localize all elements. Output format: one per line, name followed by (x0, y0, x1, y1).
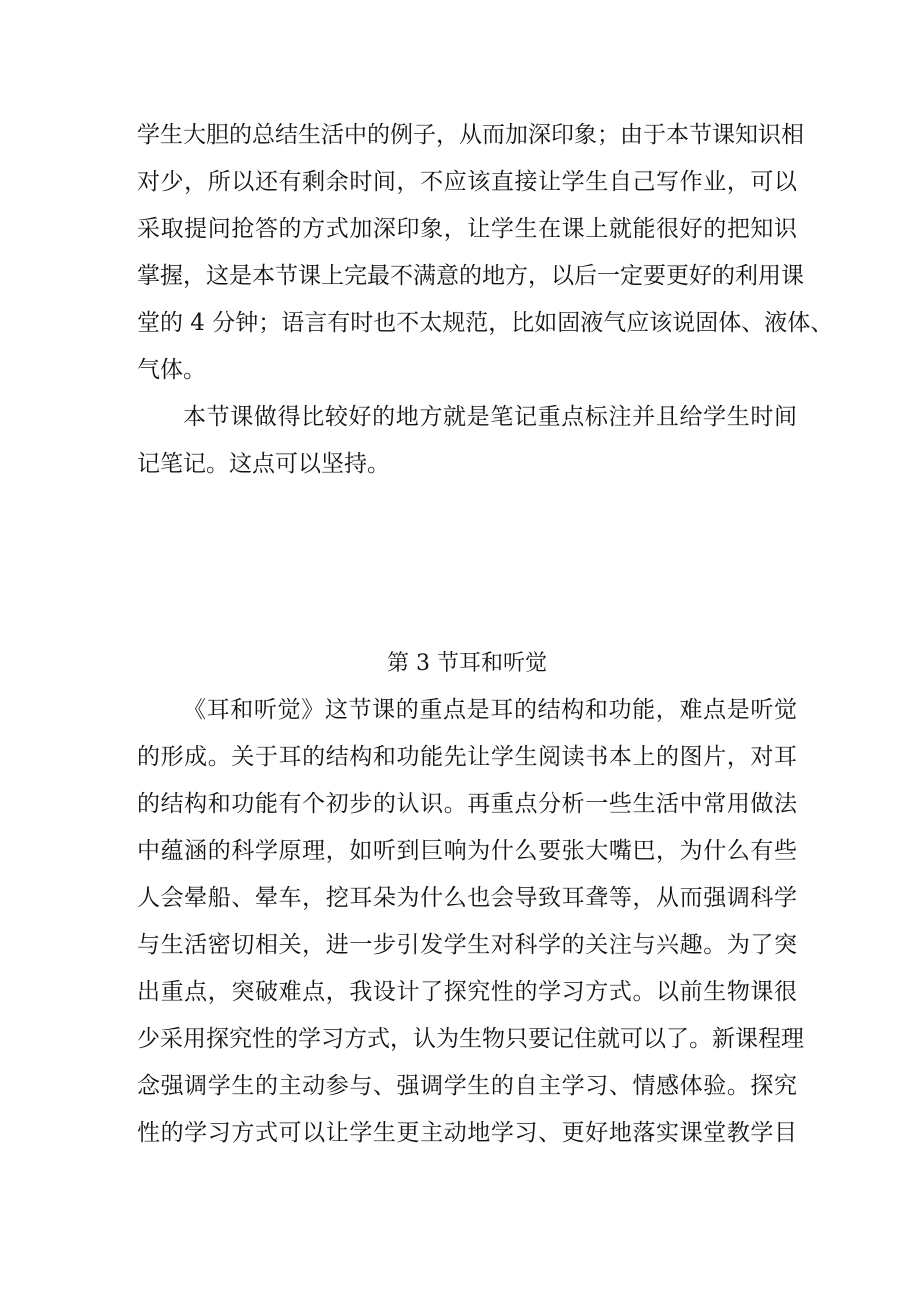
paragraph-line: 本节课做得比较好的地方就是笔记重点标注并且给学生时间 (183, 404, 797, 430)
paragraph-line: 的形成。关于耳的结构和功能先让学生阅读书本上的图片，对耳 (137, 744, 797, 770)
paragraph-line: 学生大胆的总结生活中的例子，从而加深印象；由于本节课知识相 (137, 122, 804, 148)
paragraph-ear-and-hearing (137, 687, 804, 1157)
paragraph-line: 的结构和功能有个初步的认识。再重点分析一些生活中常用做法 (137, 791, 797, 817)
paragraph-line: 少采用探究性的学习方式，认为生物只要记住就可以了。新课程理 (137, 1026, 804, 1052)
paragraph-line: 采取提问抢答的方式加深印象，让学生在课上就能很好的把知识 (137, 216, 797, 242)
paragraph-line: 气体。 (137, 357, 206, 383)
paragraph-reflection-shortcomings (137, 112, 834, 394)
paragraph-line: 中蕴涵的科学原理，如听到巨响为什么要张大嘴巴，为什么有些 (137, 838, 797, 864)
paragraph-line: 性的学习方式可以让学生更主动地学习、更好地落实课堂教学目 (137, 1120, 797, 1146)
section-heading: 第 3 节耳和听觉 (387, 651, 547, 676)
paragraph-line: 掌握，这是本节课上完最不满意的地方，以后一定要更好的利用课 (137, 263, 804, 289)
paragraph-line: 记笔记。这点可以坚持。 (137, 451, 390, 477)
paragraph-line: 出重点，突破难点，我设计了探究性的学习方式。以前生物课很 (137, 979, 797, 1005)
paragraph-line: 对少，所以还有剩余时间，不应该直接让学生自己写作业，可以 (137, 169, 797, 195)
paragraph-line: 《耳和听觉》这节课的重点是耳的结构和功能，难点是听觉 (183, 697, 797, 723)
paragraph-line: 人会晕船、晕车，挖耳朵为什么也会导致耳聋等，从而强调科学 (137, 885, 797, 911)
paragraph-line: 堂的 4 分钟；语言有时也不太规范，比如固液气应该说固体、液体、 (137, 310, 834, 336)
paragraph-reflection-strengths (137, 394, 797, 488)
paragraph-line: 念强调学生的主动参与、强调学生的自主学习、情感体验。探究 (137, 1073, 797, 1099)
paragraph-line: 与生活密切相关，进一步引发学生对科学的关注与兴趣。为了突 (137, 932, 797, 958)
